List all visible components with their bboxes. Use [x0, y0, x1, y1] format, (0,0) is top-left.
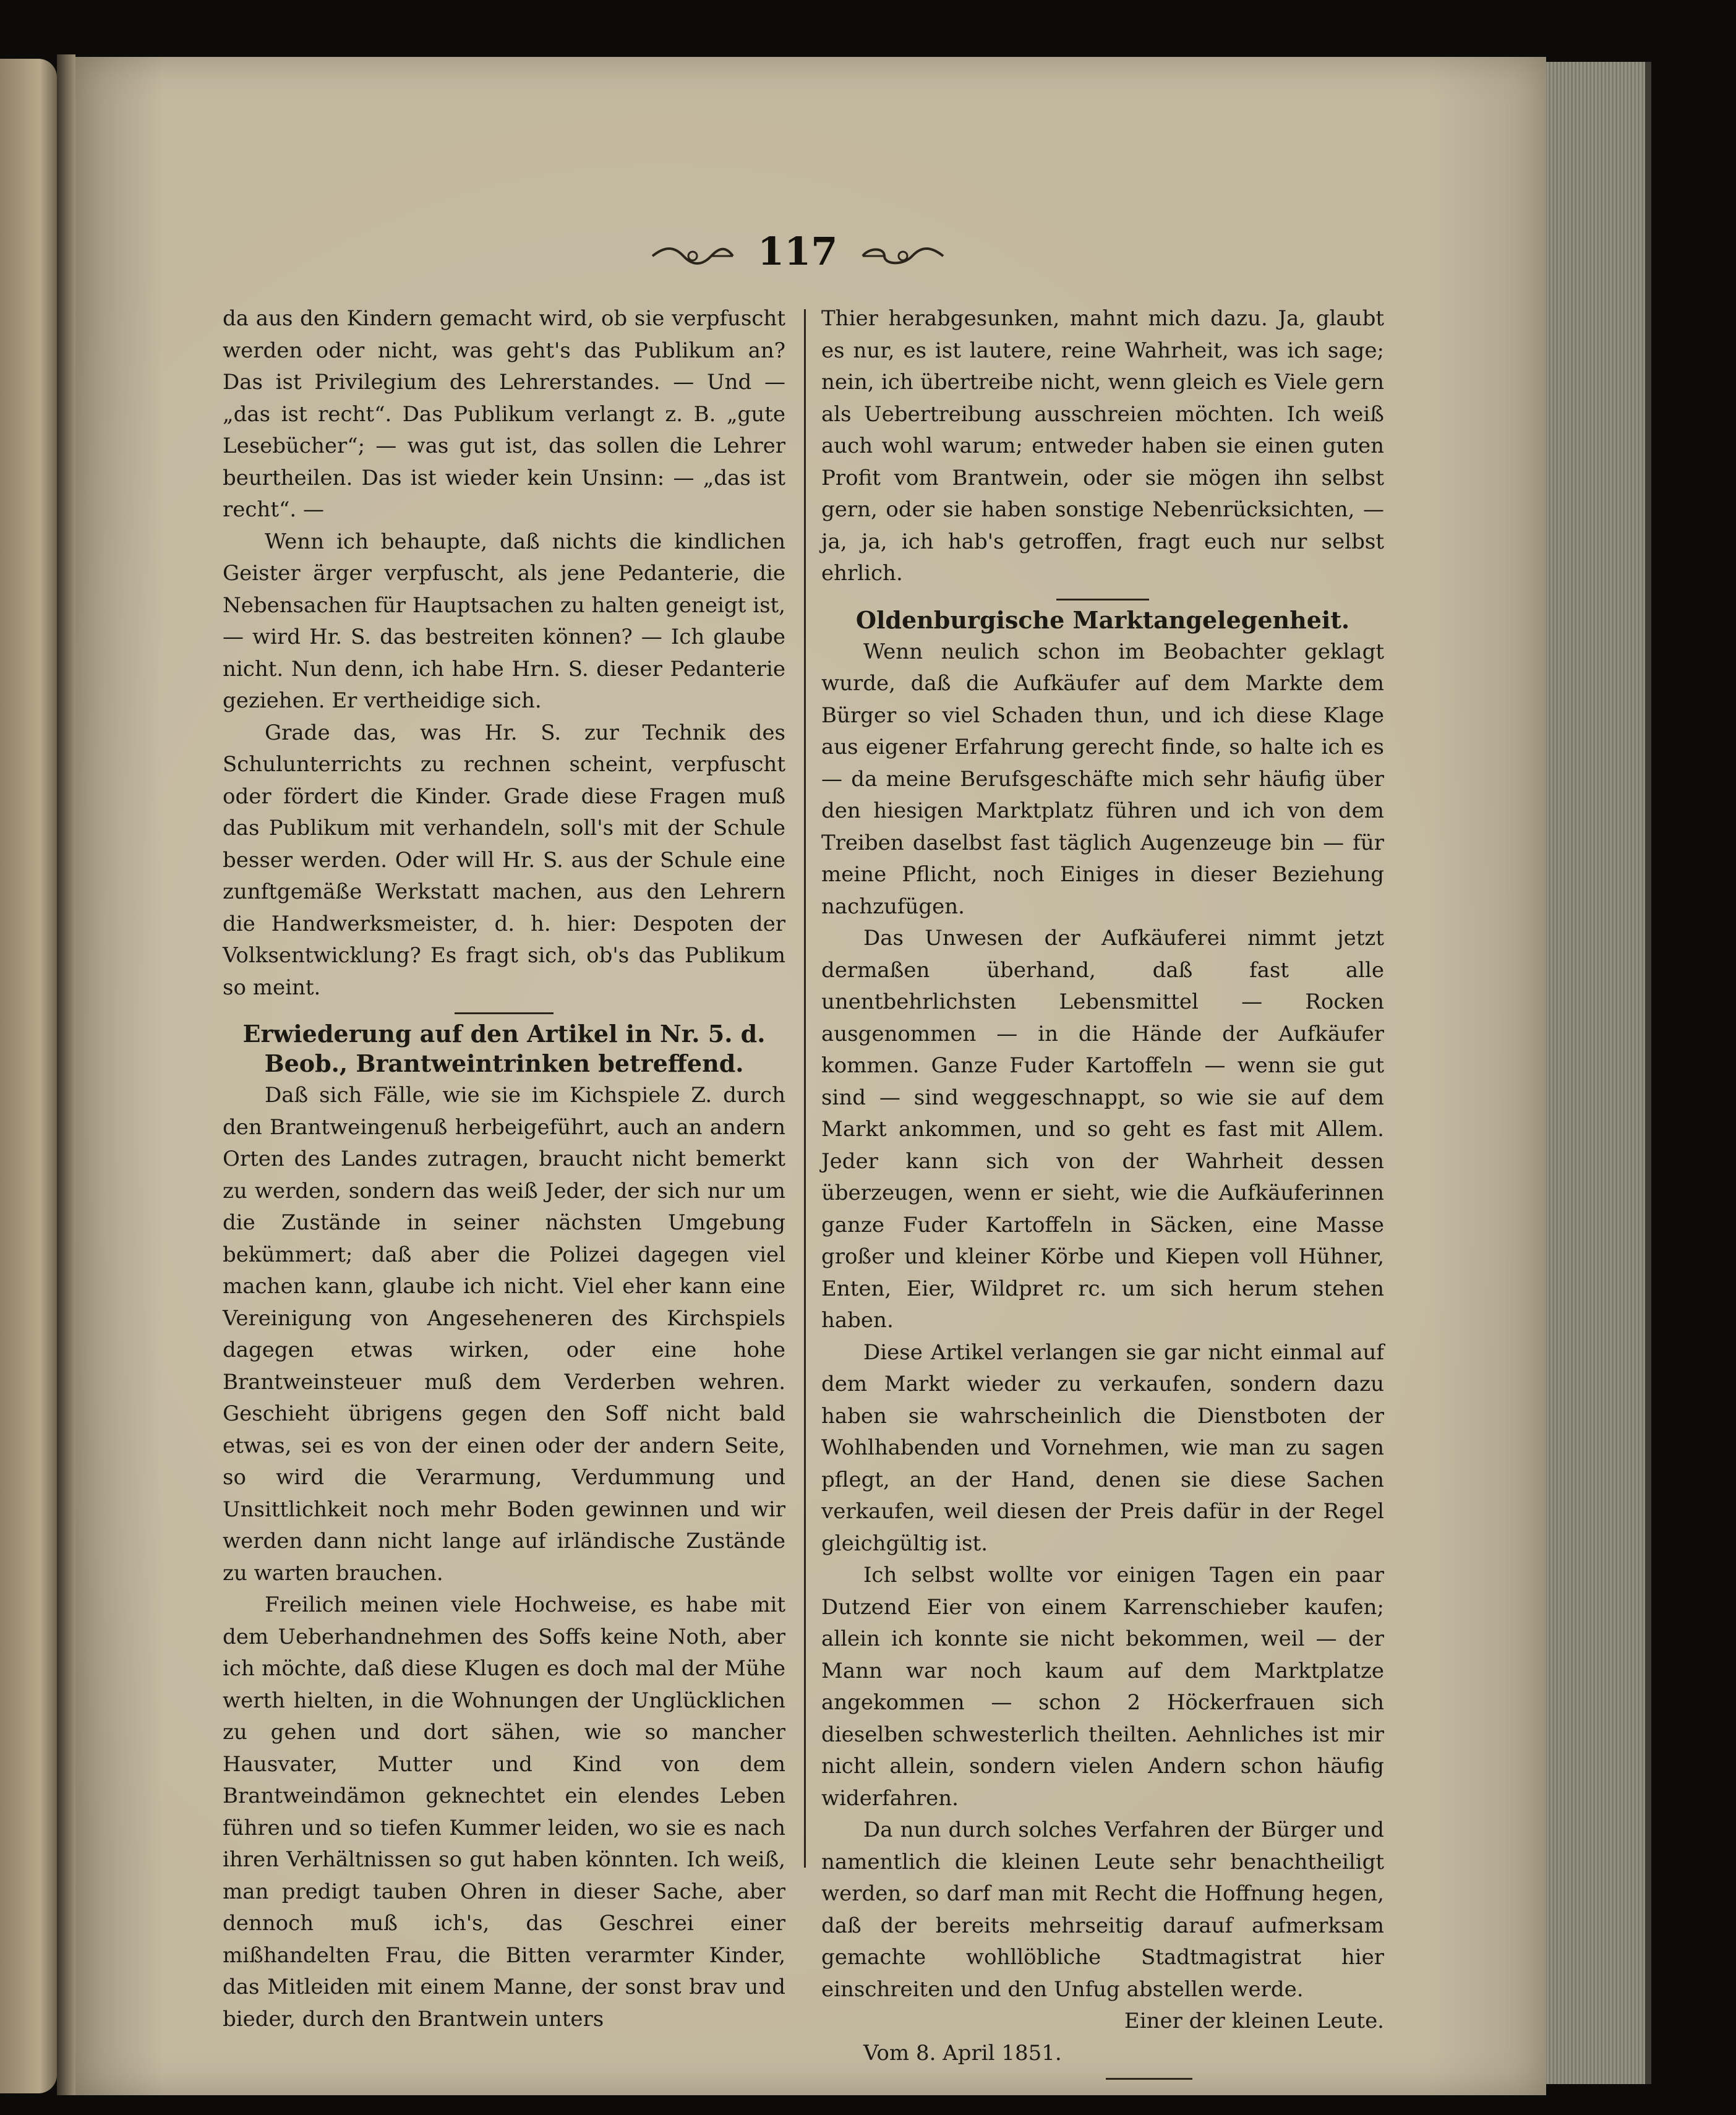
left-paragraph-3: Grade das, was Hr. S. zur Technik des Schulunterrichts zu rechnen scheint, verpfuscht oder fördert die Kinder. Grade diese Fragen muß das Publikum mit verhandeln, soll's mit der Schule besser werden. Oder will Hr. S. aus der Schule eine zunftgemäße Werkstatt machen, aus den Lehrern die Handwerksmeister, d. h. hier: Despoten der Volksentwicklung? Es fragt sich, ob's das Publikum so meint. — [223, 720, 785, 1000]
page-edges — [1546, 62, 1651, 2084]
left-paragraph-5: Freilich meinen viele Hochweise, es habe mit dem Ueberhandnehmen des Soffs keine Noth, aber ich möchte, daß diese Klugen es doch mal der Mühe werth hielten, in die Wohnungen der Unglücklichen zu gehen und dort sähen, wie so mancher Hausvater, Mutter und Kind von dem Brantweindämon geknechtet ein elendes Leben führen und so tiefen Kummer leiden, wo sie es nach ihren Verhältnissen so gut haben könnten. Ich weiß, man predigt tauben Ohren in dieser Sache, aber dennoch muß ich's, das Geschrei einer mißhandelten Frau, die Bitten verarmter Kinder, das Mitleiden mit einem Manne, der sonst brav und bieder, durch den Brantwein unters — [223, 1592, 785, 2032]
right-paragraph-3: Das Unwesen der Aufkäuferei nimmt jetzt dermaßen überhand, daß fast alle unentbehrlichsten Lebensmittel — Rocken ausgenommen — in die Hände der Aufkäufer kommen. Ganze Fuder Kartoffeln — wenn sie gut sind — sind weggeschnappt, so wie sie auf dem Markt ankommen, und so geht es fast mit Allem. Jeder kann sich von der Wahrheit dessen überzeugen, wenn er sieht, wie die Aufkäuferinnen ganze Fuder Kartoffeln in Säcken, eine Masse großer und kleiner Körbe und Kiepen voll Hühner, Enten, Eier, Wildpret rc. um sich herum stehen haben. — [821, 926, 1384, 1333]
right-column — [821, 303, 1384, 2085]
end-rule — [1106, 2078, 1192, 2080]
left-paragraph-2: Wenn ich behaupte, daß nichts die kindlichen Geister ärger verpfuscht, als jene Pedanterie, die Nebensachen für Hauptsachen zu halten geneigt ist, — wird Hr. S. das bestreiten können? — Ich glaube nicht. Nun denn, ich habe Hrn. S. dieser Pedanterie geziehen. Er vertheidige sich. — [223, 529, 785, 713]
right-paragraph-5: Ich selbst wollte vor einigen Tagen ein paar Dutzend Eier von einem Karrenschieber kaufen; allein ich konnte sie nicht bekommen, weil — der Mann war noch kaum auf dem Marktplatze angekommen — schon 2 Höckerfrauen sich dieselben schwesterlich theilten. Aehnliches ist mir nicht allein, sondern vielen Andern schon häufig widerfahren. — [821, 1563, 1384, 1811]
left-page-edge — [0, 59, 57, 2093]
right-paragraph-6: Da nun durch solches Verfahren der Bürger und namentlich die kleinen Leute sehr benachtheiligt werden, so darf man mit Recht die Hoffnung hegen, daß der bereits mehrseitig darauf aufmerksam gemachte wohllöbliche Stadtmagistrat hier einschreiten und den Unfug abstellen werde. — [821, 1818, 1384, 2002]
page-header — [649, 229, 934, 284]
ornament-right-icon — [860, 240, 946, 272]
book-gutter — [57, 54, 75, 2095]
ornament-left-icon — [649, 240, 736, 272]
right-paragraph-1: Thier herabgesunken, mahnt mich dazu. Ja, glaubt es nur, es ist lautere, reine Wahrheit, was ich sage; nein, ich übertreibe nicht, wenn gleich es Viele gern als Uebertreibung ausschreien möchten. Ich weiß auch wohl warum; entweder haben sie einen guten Profit vom Brantwein, oder sie mögen ihn selbst gern, oder sie haben sonstige Nebenrücksichten, — ja, ja, ich hab's getroffen, fragt euch nur selbst ehrlich. — [821, 306, 1384, 586]
section-rule — [455, 1012, 554, 1014]
article-signature: Einer der kleinen Leute. — [1124, 2009, 1384, 2033]
right-paragraph-2: Wenn neulich schon im Beobachter geklagt wurde, daß die Aufkäufer auf dem Markte dem Bürger so viel Schaden thun, und ich diese Klage aus eigener Erfahrung gerecht finde, so halte ich es — da meine Berufsgeschäfte mich sehr häufig über den hiesigen Marktplatz führen und ich von dem Treiben daselbst fast täglich Augenzeuge bin — für meine Pflicht, noch Einiges in dieser Beziehung nachzufügen. — [821, 639, 1384, 919]
section-rule — [1056, 599, 1149, 600]
column-divider — [804, 309, 806, 1868]
left-column — [223, 303, 785, 2035]
right-paragraph-4: Diese Artikel verlangen sie gar nicht einmal auf dem Markt wieder zu verkaufen, sondern dazu haben sie wahrscheinlich die Dienstboten der Wohlhabenden und Vornehmen, wie man zu sagen pflegt, an der Hand, denen sie diese Sachen verkaufen, weil diesen der Preis dafür in der Regel gleichgültig ist. — [821, 1340, 1384, 1556]
page-number: 117 — [758, 229, 838, 274]
left-paragraph-4: Daß sich Fälle, wie sie im Kichspiele Z. durch den Brantweingenuß herbeigeführt, auch an andern Orten des Landes zutragen, braucht nicht bemerkt zu werden, sondern das weiß Jeder, der sich nur um die Zustände in seiner nächsten Umgebung bekümmert; daß aber die Polizei dagegen viel machen kann, glaube ich nicht. Viel eher kann eine Vereinigung von Angeseheneren des Kirchspiels dagegen etwas wirken, oder eine hohe Brantweinsteuer muß dem Verderben wehren. Geschieht übrigens gegen den Soff nicht bald etwas, sei es von der einen oder der andern Seite, so wird die Verarmung, Verdummung und Unsittlichkeit noch mehr Boden gewinnen und wir werden dann nicht lange auf irländische Zustände zu warten brauchen. — [223, 1083, 785, 1586]
left-paragraph-1: da aus den Kindern gemacht wird, ob sie verpfuscht werden oder nicht, was geht's das Publikum an? Das ist Privilegium des Lehrerstandes. — Und — „das ist recht“. Das Publikum verlangt z. B. „gute Lesebücher“; — was gut ist, das sollen die Lehrer beurtheilen. Das ist wieder kein Unsinn: — „das ist recht“. — — [223, 306, 785, 522]
article-heading-erwiederung: Erwiederung auf den Artikel in Nr. 5. d. Beob., Brantweintrinken betreffend. — [242, 1020, 766, 1077]
article-heading-marktangelegenheit: Oldenburgische Marktangelegenheit. — [855, 605, 1350, 634]
article-date: Vom 8. April 1851. — [863, 2040, 1062, 2066]
